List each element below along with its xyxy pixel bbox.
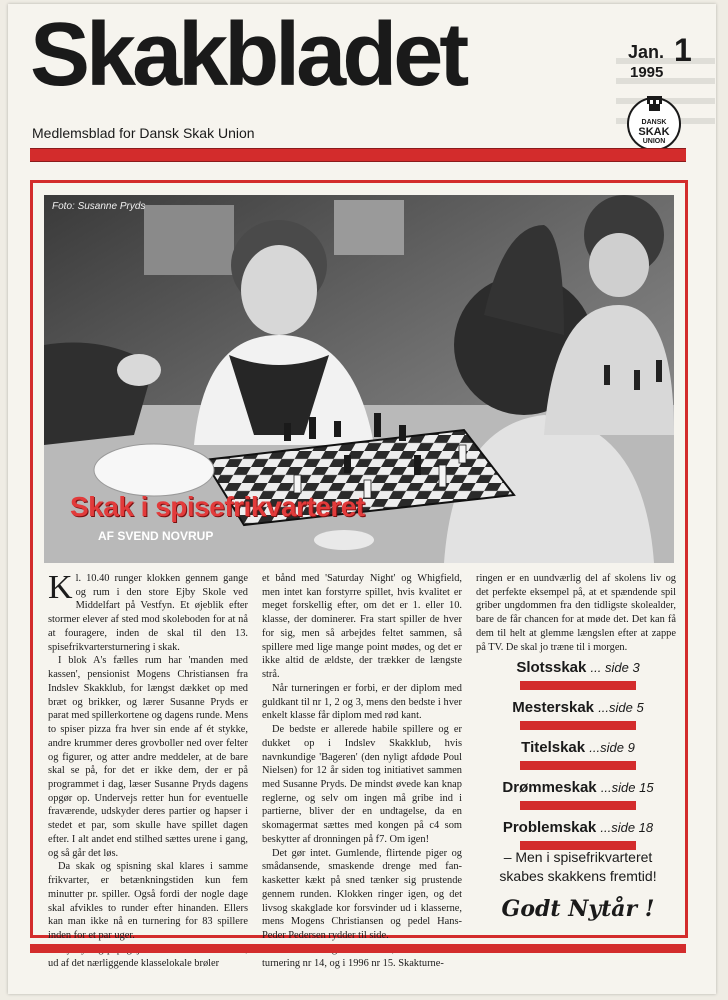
red-divider-bottom bbox=[30, 944, 686, 953]
logo-text-line: SKAK bbox=[638, 126, 670, 138]
article-paragraph: Det gør intet. Gumlende, flirtende piger og smådansende, smaskende drenge med fan-kasketter kækt på sned tænker sig prustende gennem runden. Klokken ringer igen, og det livsog skakglade kor forsvinder ud i klasserne, mens Mogens Christiansen og pedel Hans-Peder Pedersen rydder til side. bbox=[262, 847, 462, 942]
toc-red-bar bbox=[520, 801, 636, 810]
table-of-contents bbox=[480, 658, 676, 858]
cover-headline: Skak i spisefrikvarteret bbox=[70, 491, 365, 522]
issue-number: 1 bbox=[674, 32, 692, 68]
article-column-1 bbox=[48, 569, 248, 969]
toc-item-droemmeskak[interactable] bbox=[480, 778, 676, 818]
toc-page: ...side 18 bbox=[600, 820, 654, 835]
toc-title: Slotsskak bbox=[516, 659, 587, 676]
byline: AF SVEND NOVRUP bbox=[98, 529, 214, 543]
toc-title: Mesterskak bbox=[512, 699, 595, 716]
signoff-greeting: Godt Nytår ! bbox=[501, 896, 655, 922]
toc-page: ...side 15 bbox=[600, 780, 654, 795]
toc-page: ... side 3 bbox=[590, 660, 640, 675]
article-column-2 bbox=[262, 572, 462, 969]
masthead-subtitle: Medlemsblad for Dansk Skak Union bbox=[32, 125, 255, 141]
masthead-title: Skakbladet bbox=[30, 5, 466, 105]
article-paragraph: l. 10.40 runger klokken gennem gange og rum i den store Ejby Skole ved Middelfart på Vestfyn. Et øjeblik efter stormer elever af sted mod skoleboden for at nå at fouragere, inden de skal til den 13. spisefrikvartersturnering i skak. bbox=[48, 573, 248, 653]
logo-text-line: UNION bbox=[642, 138, 666, 145]
article-paragraph: turnering nr 14, og i 1996 nr 15. Skakturne- bbox=[262, 957, 444, 969]
article-paragraph: Når turneringen er forbi, er der diplom med guldkant til nr 1, 2 og 3, mens den bedste i hver enkelt klasse får diplom med rød kant. bbox=[262, 682, 462, 722]
logo-text-line: DANSK bbox=[641, 119, 667, 126]
photo-credit: Foto: Susanne Pryds bbox=[52, 201, 146, 212]
toc-item-mesterskak[interactable] bbox=[480, 698, 676, 738]
issue-month: Jan. bbox=[628, 42, 665, 62]
drop-cap: K bbox=[48, 569, 73, 606]
article-paragraph: ringen er en uundværlig del af skolens liv og det perfekte eksempel på, at et spændende spil griber ungdommen fra den tidligste skolealder, bare de får chancen for at møde det. Det kan få dem til helt at glemme længslen efter at zappe på TV. De skal jo træne til i morgen. bbox=[476, 573, 676, 653]
cover-photo bbox=[44, 195, 674, 563]
toc-title: Drømmeskak bbox=[502, 779, 597, 796]
article-paragraph: ud af det nærliggende klasselokale brøler bbox=[48, 957, 220, 969]
toc-page: ...side 9 bbox=[589, 740, 635, 755]
toc-red-bar bbox=[520, 721, 636, 730]
toc-title: Titelskak bbox=[521, 739, 586, 756]
toc-page: ...side 5 bbox=[598, 700, 644, 715]
toc-title: Problemskak bbox=[502, 819, 597, 836]
article-paragraph: Da skak og spisning skal klares i samme frikvarter, er betænkningstiden kun fem minutter pr. spiller. Også fordi der nogle dage skal afvikles to runder efter hinanden. Ellers kan man ikke nå en turnering for 83 spillere inden for et par uger. bbox=[48, 861, 248, 942]
toc-item-titelskak[interactable] bbox=[480, 738, 676, 778]
slogan-line: – Men i spisefrikvarteret bbox=[503, 849, 653, 865]
toc-item-slotsskak[interactable] bbox=[480, 658, 676, 698]
slogan-line: skabes skakkens fremtid! bbox=[499, 868, 657, 884]
slogan bbox=[480, 848, 676, 886]
toc-red-bar bbox=[520, 681, 636, 690]
article-paragraph: I blok A's fælles rum har 'manden med kassen', pensionist Mogens Christiansen fra Indslev Skakklub, for længst dækket op med bræt og brikker, og lærer Susanne Pryds er parat med spillerkortene og dagens runde. Mens to spiser pizza fra hver sin ende af ét stykke, andre krummer deres grovboller ned over felter og figurer, og atter andre meddeler, at de bare skal se på, for det er ikke dem, der er på programmet i dag, læser Susanne Pryds dagens opgør op. Undervejs retter hun for eventuelle fraværende, udskyder deres partier og hapser i stedet et par, som skulle have spillet dagen efter. I alt andet end stilhed sættes urene i gang, og så går det løs. bbox=[48, 655, 248, 859]
dsu-logo-icon bbox=[625, 92, 683, 152]
toc-red-bar bbox=[520, 761, 636, 770]
red-divider-top bbox=[30, 148, 686, 162]
issue-year: 1995 bbox=[630, 64, 664, 81]
article-paragraph: De bedste er allerede habile spillere og er dukket op i Indslev Skakklub, hvis navnkundige 'Bageren' (den nyligt afdøde Poul Nielsen) for 12 år siden tog initiativet sammen med Susanne Pryds. De mindst øvede kan knap reglerne, og selv om ingen må gribe ind i partierne, bliver der en undtagelse, da en skomagermat sættes med kongen på c4 som beskytter af dronningen på f7. Om igen! bbox=[262, 724, 462, 845]
article-paragraph: et bånd med 'Saturday Night' og Whigfield, men intet kan forstyrre spillet, hvis kvalitet er meget forskellig efter, om det er 1. eller 10. klasse, der dominerer. Fra start spiller de hver for sig, men så arbejdes feltet sammen, så spillere med lige mange point mødes, og det er ikke altid de ældste, der trækker de længste strå. bbox=[262, 573, 462, 681]
